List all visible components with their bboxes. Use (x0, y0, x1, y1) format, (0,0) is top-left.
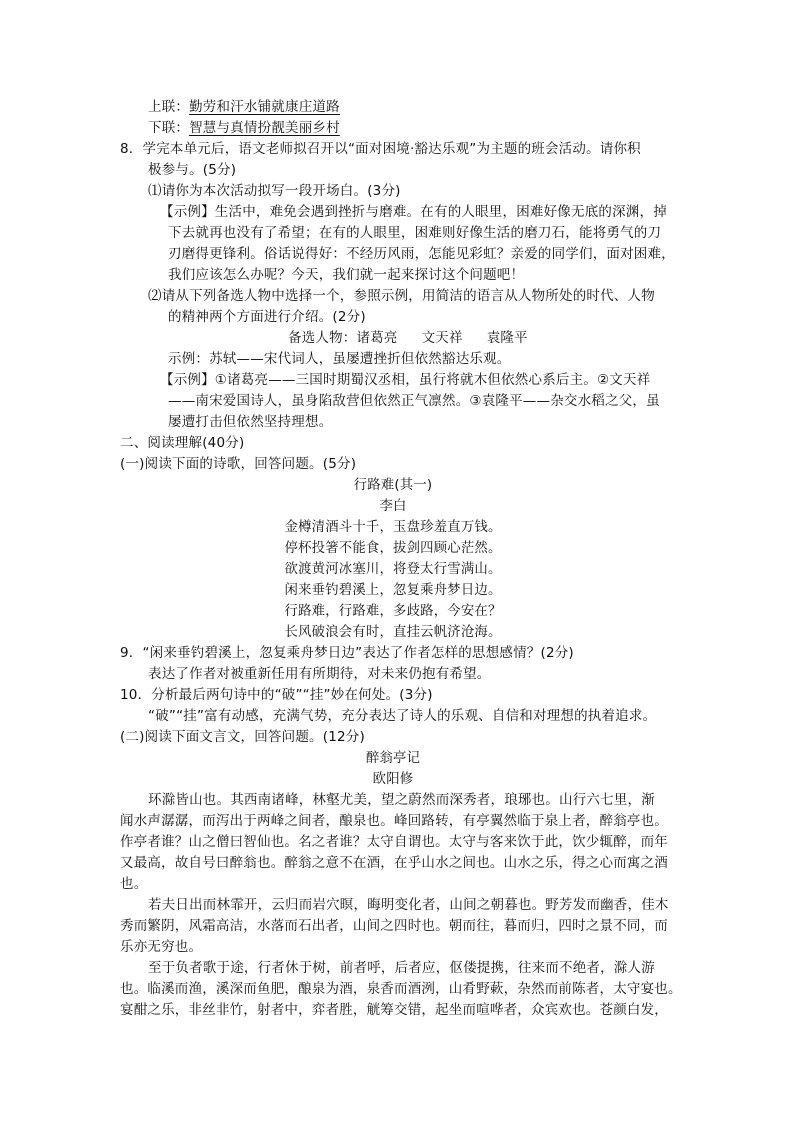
part2-heading: (二)阅读下面文言文，回答问题。(12分) (120, 729, 365, 745)
q8-sub2-line2: 的精神两个方面进行介绍。(2分) (168, 309, 366, 325)
q8-candidate-2: 文天祥 (421, 330, 463, 346)
couplet-lower-line (148, 118, 340, 139)
q8-candidate-3: 袁隆平 (486, 330, 528, 346)
q9-question: 9．“闲来垂钓碧溪上，忽复乘舟梦日边”表达了作者怎样的思想感情？(2分) (120, 645, 574, 661)
q10-question: 10．分析最后两句诗中的“破”“挂”妙在何处。(3分) (120, 687, 433, 703)
essay-line: 又最高，故自号曰醉翁也。醉翁之意不在酒，在乎山水之间也。山水之乐，得之心而寓之酒 (120, 855, 668, 871)
section2-heading: 二、阅读理解(40分) (120, 435, 245, 451)
poem-line: 行路难，行路难，多歧路，今安在？ (284, 603, 502, 619)
q10-answer: “破”“挂”富有动感，充满气势，充分表达了诗人的乐观、自信和对理想的执着追求。 (148, 708, 657, 724)
q8-candidate-1: 备选人物：诸葛亮 (288, 330, 398, 346)
q8-answer1-line3: 刃磨得更锋利。俗话说得好：不经历风雨，怎能见彩虹？亲爱的同学们，面对困难， (168, 246, 675, 262)
q8-example: 示例：苏轼——宋代词人，虽屡遭挫折但依然豁达乐观。 (168, 351, 511, 367)
couplet-upper-line (148, 97, 340, 118)
q8-answer2-line1: 【示例】①诸葛亮——三国时期蜀汉丞相，虽行将就木但依然心系后主。②文天祥 (160, 372, 651, 388)
essay-line: 作亭者谁？山之僧曰智仙也。名之者谁？太守自谓也。太守与客来饮于此，饮少辄醉，而年 (120, 834, 668, 850)
q8-stem-line2: 极参与。(5分) (148, 162, 237, 178)
essay-line: 秀而繁阴，风霜高洁，水落而石出者，山间之四时也。朝而往，暮而归，四时之景不同，而 (120, 918, 668, 934)
poem-title: 行路难(其一) (353, 477, 433, 493)
q8-answer2-line3: 屡遭打击但依然坚持理想。 (168, 414, 333, 430)
essay-line: 至于负者歌于途，行者休于树，前者呼，后者应，伛偻提携，往来而不绝者，滁人游 (148, 960, 655, 976)
couplet-lower-text: 智慧与真情扮靓美丽乡村 (189, 120, 340, 136)
q8-candidates-line (288, 328, 528, 349)
part1-heading: (一)阅读下面的诗歌，回答问题。(5分) (120, 456, 357, 472)
couplet-upper-text: 勤劳和汗水铺就康庄道路 (189, 99, 340, 115)
couplet-upper-prefix: 上联： (148, 99, 190, 115)
essay-line: 若夫日出而林霏开，云归而岩穴暝，晦明变化者，山间之朝暮也。野芳发而幽香，佳木 (148, 897, 669, 913)
poem-line: 停杯投箸不能食，拔剑四顾心茫然。 (284, 540, 502, 556)
q9-answer: 表达了作者对被重新任用有所期待，对未来仍抱有希望。 (148, 666, 491, 682)
essay-line: 环滁皆山也。其西南诸峰，林壑尤美，望之蔚然而深秀者，琅琊也。山行六七里，渐 (148, 792, 655, 808)
couplet-lower-prefix: 下联： (148, 120, 190, 136)
poem-line: 欲渡黄河冰塞川，将登太行雪满山。 (284, 561, 502, 577)
poem-line: 闲来垂钓碧溪上，忽复乘舟梦日边。 (284, 582, 502, 598)
q8-answer1-line1: 【示例】生活中，难免会遇到挫折与磨难。在有的人眼里，困难好像无底的深渊，掉 (160, 204, 667, 220)
poem-line: 金樽清酒斗十千，玉盘珍羞直万钱。 (284, 519, 502, 535)
poem-author: 李白 (379, 498, 407, 514)
q8-answer2-line2: ——南宋爱国诗人，虽身陷敌营但依然正气凛然。③袁隆平——杂交水稻之父，虽 (168, 393, 660, 409)
essay-line: 闻水声潺潺，而泻出于两峰之间者，酿泉也。峰回路转，有亭翼然临于泉上者，醉翁亭也。 (120, 813, 668, 829)
q8-sub2-line1: ⑵请从下列备选人物中选择一个，参照示例，用简洁的语言从人物所处的时代、人物 (148, 288, 655, 304)
q8-answer1-line2: 下去就再也没有了希望；在有的人眼里，困难则好像生活的磨刀石，能将勇气的刀 (168, 225, 662, 241)
q8-stem-line1: 8．学完本单元后，语文老师拟召开以“面对困境·豁达乐观”为主题的班会活动。请你积 (120, 141, 641, 157)
essay-line: 乐亦无穷也。 (120, 939, 203, 955)
q8-sub1: ⑴请你为本次活动拟写一段开场白。(3分) (148, 183, 401, 199)
essay-line: 也。临溪而渔，溪深而鱼肥，酿泉为酒，泉香而酒洌，山肴野蔌，杂然而前陈者，太守宴也。 (120, 981, 682, 997)
essay-author: 欧阳修 (372, 771, 414, 787)
essay-line: 也。 (120, 876, 148, 892)
essay-title: 醉翁亭记 (365, 750, 421, 766)
poem-line: 长风破浪会有时，直挂云帆济沧海。 (284, 624, 502, 640)
q8-answer1-line4: 我们应该怎么办呢？今天，我们就一起来探讨这个问题吧！ (168, 267, 525, 283)
essay-line: 宴酣之乐，非丝非竹，射者中，弈者胜，觥筹交错，起坐而喧哗者，众宾欢也。苍颜白发， (120, 1002, 668, 1018)
